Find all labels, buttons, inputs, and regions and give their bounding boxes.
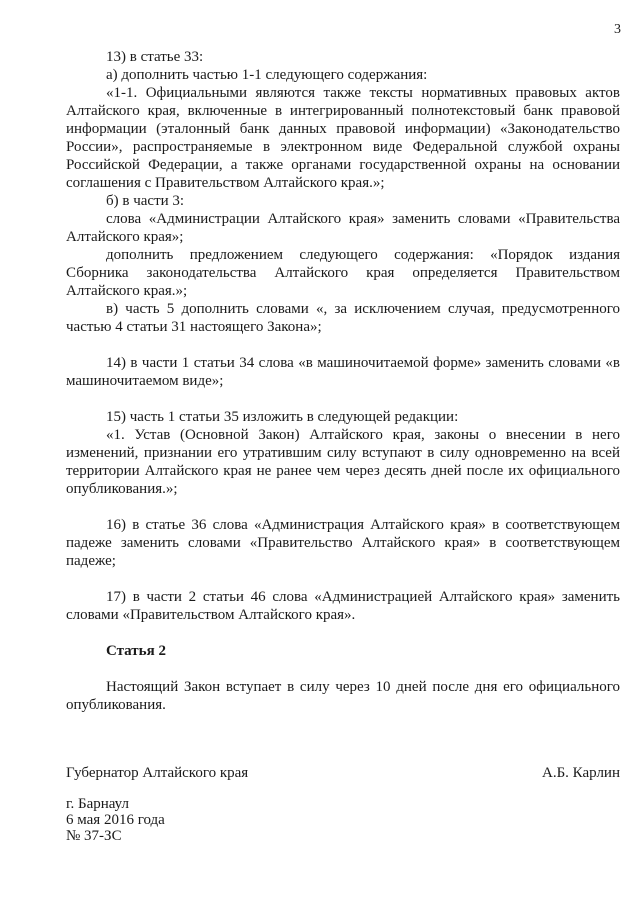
paragraph: дополнить предложением следующего содержания: «Порядок издания Сборника законодательства Алтайского края определяется Правительством Алтайского края.»; — [66, 247, 620, 299]
article-heading: Статья 2 — [106, 643, 166, 659]
paragraph: Настоящий Закон вступает в силу через 10 дней после дня его официального опубликования. — [66, 679, 620, 713]
paragraph: 17) в части 2 статьи 46 слова «Администрацией Алтайского края» заменить словами «Правительством Алтайского края». — [66, 589, 620, 623]
paragraph-gap — [66, 660, 620, 678]
paragraph: 13) в статье 33: — [106, 49, 204, 65]
paragraph-gap — [66, 624, 620, 642]
page-number: 3 — [614, 22, 621, 37]
paragraph-gap — [66, 570, 620, 588]
paragraph: 15) часть 1 статьи 35 изложить в следующей редакции: — [106, 409, 459, 425]
paragraph: 16) в статье 36 слова «Администрация Алтайского края» в соответствующем падеже заменить словами «Правительство Алтайского края» в соответствующем падеже; — [66, 517, 620, 569]
paragraph: а) дополнить частью 1-1 следующего содержания: — [106, 67, 428, 83]
document-body — [66, 48, 620, 714]
paragraph: «1. Устав (Основной Закон) Алтайского края, законы о внесении в него изменений, признании его утратившим силу вступают в силу одновременно на всей территории Алтайского края не ранее чем через десять дней после их официального опубликования.»; — [66, 427, 620, 497]
paragraph-gap — [66, 336, 620, 354]
signature-block — [66, 764, 620, 782]
city: г. Барнаул — [66, 796, 129, 812]
date: 6 мая 2016 года — [66, 812, 165, 828]
signatory-position: Губернатор Алтайского края — [66, 765, 249, 781]
paragraph: в) часть 5 дополнить словами «, за исключением случая, предусмотренного частью 4 статьи 31 настоящего Закона»; — [66, 301, 620, 335]
paragraph: б) в части 3: — [106, 193, 185, 209]
document-footer — [66, 796, 366, 844]
paragraph: «1-1. Официальными являются также тексты нормативных правовых актов Алтайского края, включенные в интегрированный полнотекстовый банк правовой информации (эталонный банк данных правовой информации) «Законодательство России», распространяемые в электронном виде Федеральной службой охраны Российской Федерации, а также органами государственной охраны на основании соглашения с Правительством Алтайского края.»; — [66, 85, 620, 191]
signatory-name: А.Б. Карлин — [541, 765, 620, 781]
paragraph: 14) в части 1 статьи 34 слова «в машиночитаемой форме» заменить словами «в машиночитаемом виде»; — [66, 355, 620, 389]
law-number: № 37-ЗС — [66, 828, 122, 844]
paragraph: слова «Администрации Алтайского края» заменить словами «Правительства Алтайского края»; — [66, 211, 620, 245]
paragraph-gap — [66, 498, 620, 516]
paragraph-gap — [66, 390, 620, 408]
